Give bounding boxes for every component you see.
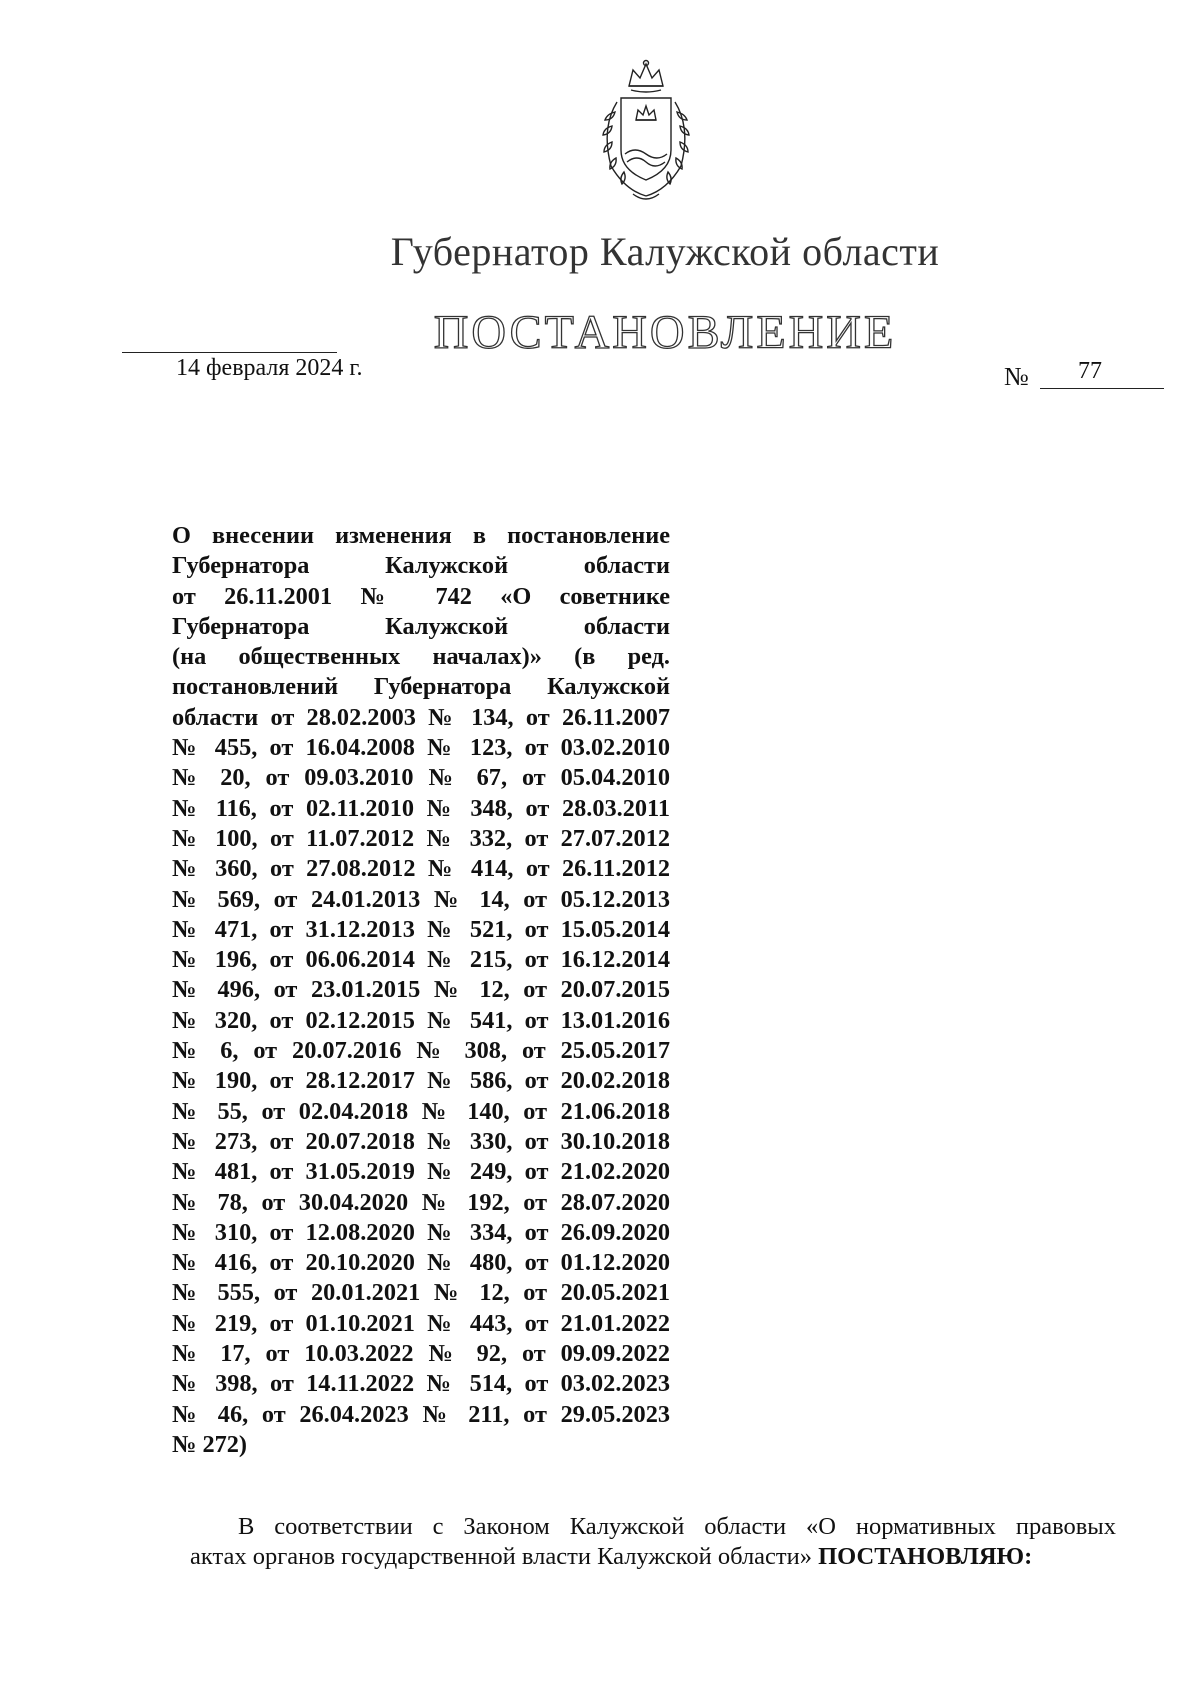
subject-line: № 455, от 16.04.2008 № 123, от 03.02.2010: [172, 734, 670, 762]
subject-line: № 100, от 11.07.2012 № 332, от 27.07.2012: [172, 824, 670, 852]
document-type-heading: ПОСТАНОВЛЕНИЕ: [433, 306, 897, 359]
subject-line: постановлений Губернатора Калужской: [172, 673, 670, 701]
subject-line: № 555, от 20.01.2021 № 12, от 20.05.2021: [172, 1279, 670, 1307]
subject-line: № 496, от 23.01.2015 № 12, от 20.07.2015: [172, 976, 670, 1004]
subject-line: № 569, от 24.01.2013 № 14, от 05.12.2013: [172, 885, 670, 913]
subject-line: № 481, от 31.05.2019 № 249, от 21.02.2020: [172, 1158, 670, 1186]
subject-line: № 78, от 30.04.2020 № 192, от 28.07.2020: [172, 1188, 670, 1216]
subject-line: № 196, от 06.06.2014 № 215, от 16.12.2014: [172, 946, 670, 974]
subject-line: № 416, от 20.10.2020 № 480, от 01.12.2020: [172, 1249, 670, 1277]
preamble: [190, 1512, 1116, 1572]
subject-line: № 398, от 14.11.2022 № 514, от 03.02.2023: [172, 1370, 670, 1398]
subject-line: Губернатора Калужской области: [172, 552, 670, 580]
subject-line: № 471, от 31.12.2013 № 521, от 15.05.2014: [172, 915, 670, 943]
subject-line: (на общественных началах)» (в ред.: [172, 643, 670, 671]
subject-line: № 190, от 28.12.2017 № 586, от 20.02.2018: [172, 1067, 670, 1095]
subject-line: № 273, от 20.07.2018 № 330, от 30.10.2018: [172, 1127, 670, 1155]
coat-of-arms-emblem: [585, 58, 707, 208]
document-subject: [172, 521, 670, 1460]
subject-line: № 20, от 09.03.2010 № 67, от 05.04.2010: [172, 764, 670, 792]
preamble-line-2-text: актах органов государственной власти Калужской области»: [190, 1543, 812, 1570]
subject-line: О внесении изменения в постановление: [172, 522, 670, 549]
subject-line: № 55, от 02.04.2018 № 140, от 21.06.2018: [172, 1097, 670, 1125]
preamble-line-2: [190, 1542, 1116, 1572]
subject-line: № 46, от 26.04.2023 № 211, от 29.05.2023: [172, 1400, 670, 1428]
subject-line: от 26.11.2001 № 742 «О советнике: [172, 582, 670, 610]
issuer-heading: Губернатор Калужской области: [390, 229, 940, 274]
number-label: №: [1004, 362, 1029, 391]
subject-line: № 272): [172, 1430, 248, 1458]
date-underline: [122, 352, 337, 353]
document-number: 77: [1078, 358, 1102, 384]
subject-line: № 17, от 10.03.2022 № 92, от 09.09.2022: [172, 1340, 670, 1368]
decree-word: ПОСТАНОВЛЯЮ:: [818, 1543, 1033, 1570]
subject-line: № 6, от 20.07.2016 № 308, от 25.05.2017: [172, 1037, 670, 1065]
subject-line: № 360, от 27.08.2012 № 414, от 26.11.2012: [172, 855, 670, 883]
number-underline: [1040, 388, 1164, 389]
subject-line: № 116, от 02.11.2010 № 348, от 28.03.2011: [172, 794, 670, 822]
subject-line: Губернатора Калужской области: [172, 612, 670, 640]
subject-line: № 219, от 01.10.2021 № 443, от 21.01.2022: [172, 1309, 670, 1337]
subject-line: № 320, от 02.12.2015 № 541, от 13.01.2016: [172, 1006, 670, 1034]
document-date: 14 февраля 2024 г.: [176, 355, 363, 381]
subject-line: области от 28.02.2003 № 134, от 26.11.2007: [172, 703, 670, 731]
preamble-line-1: В соответствии с Законом Калужской области «О нормативных правовых: [238, 1513, 1116, 1540]
subject-line: № 310, от 12.08.2020 № 334, от 26.09.2020: [172, 1218, 670, 1246]
